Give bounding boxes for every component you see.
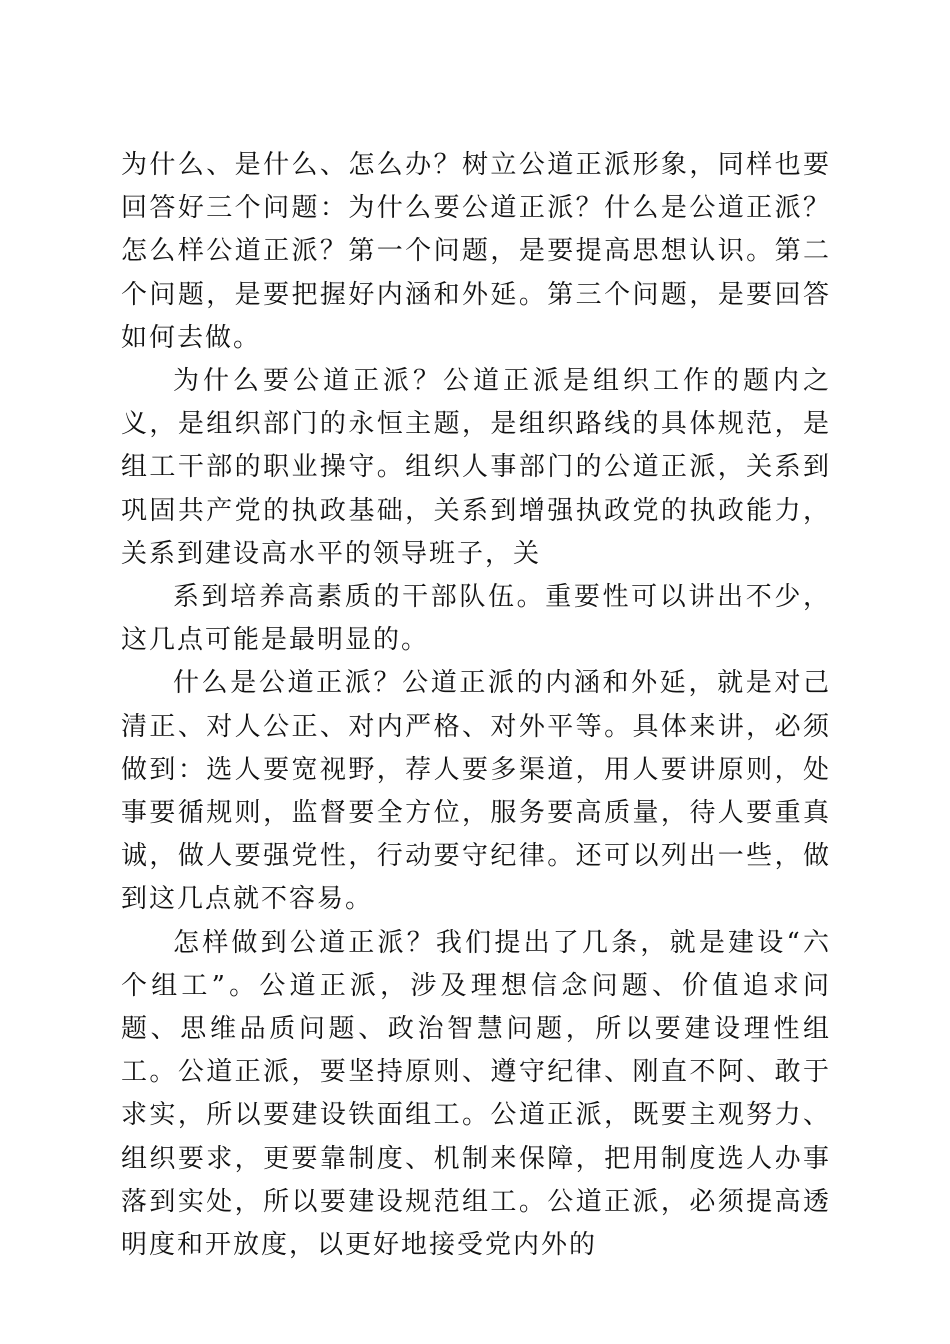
paragraph-intro: 为什么、是什么、怎么办？树立公道正派形象，同样也要回答好三个问题：为什么要公道正派？什么是公道正派？怎么样公道正派？第一个问题，是要提高思想认识。第二个问题，是要把握好内涵和外延。第三个问题，是要回答如何去做。: [121, 150, 831, 353]
paragraph-why-continued: 系到培养高素质的干部队伍。重要性可以讲出不少，这几点可能是最明显的。: [121, 582, 831, 656]
paragraph-why: 为什么要公道正派？公道正派是组织工作的题内之义，是组织部门的永恒主题，是组织路线的具体规范，是组工干部的职业操守。组织人事部门的公道正派，关系到巩固共产党的执政基础，关系到增强执政党的执政能力，关系到建设高水平的领导班子，关: [121, 366, 831, 569]
document-body: [121, 144, 831, 1267]
paragraph-how: 怎样做到公道正派？我们提出了几条，就是建设“六个组工”。公道正派，涉及理想信念问题、价值追求问题、思维品质问题、政治智慧问题，所以要建设理性组工。公道正派，要坚持原则、遵守纪律、刚直不阿、敢于求实，所以要建设铁面组工。公道正派，既要主观努力、组织要求，更要靠制度、机制来保障，把用制度选人办事落到实处，所以要建设规范组工。公道正派，必须提高透明度和开放度，以更好地接受党内外的: [121, 927, 831, 1261]
paragraph-what: 什么是公道正派？公道正派的内涵和外延，就是对己清正、对人公正、对内严格、对外平等。具体来讲，必须做到：选人要宽视野，荐人要多渠道，用人要讲原则，处事要循规则，监督要全方位，服务要高质量，待人要重真诚，做人要强党性，行动要守纪律。还可以列出一些，做到这几点就不容易。: [121, 668, 831, 915]
